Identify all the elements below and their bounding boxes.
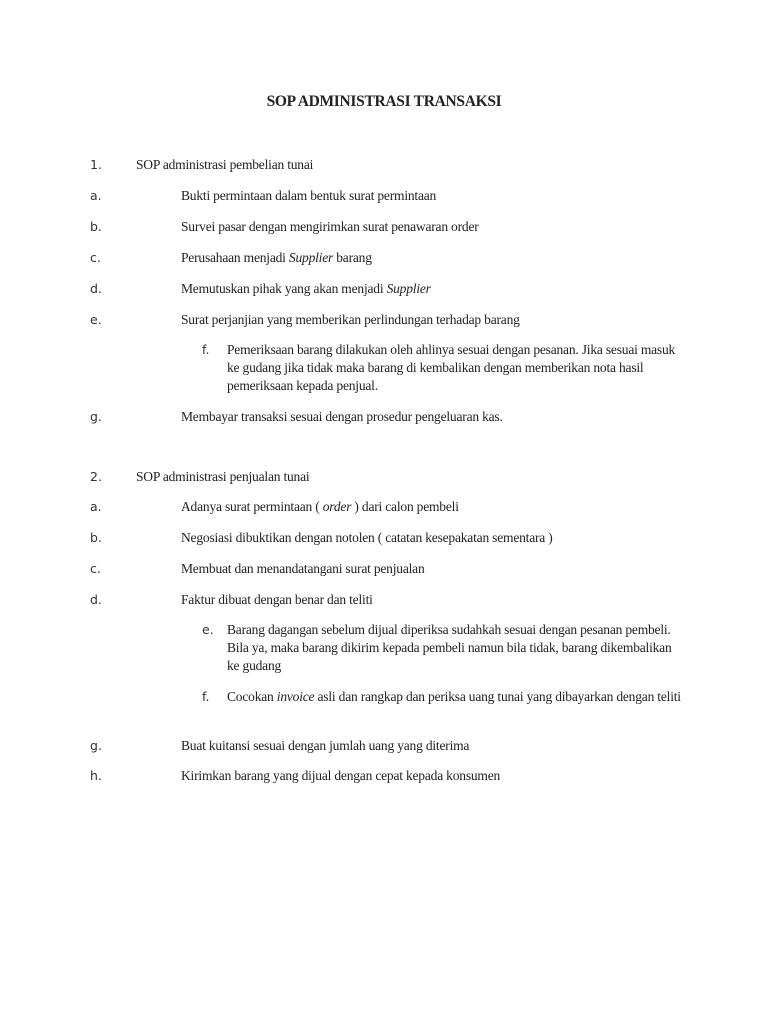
text-segment: Membuat dan menandatangani surat penjualan	[181, 561, 425, 576]
list-item-text	[181, 767, 701, 785]
list-marker: f.	[202, 342, 210, 357]
text-segment: Adanya surat permintaan (	[181, 499, 323, 514]
document-title: SOP ADMINISTRASI TRANSAKSI	[266, 93, 502, 110]
list-item-text	[227, 341, 682, 395]
text-segment: Kirimkan barang yang dijual dengan cepat kepada konsumen	[181, 768, 501, 783]
list-item-text	[136, 468, 696, 486]
list-marker: 2.	[90, 469, 102, 484]
list-item-text	[181, 187, 701, 205]
list-item-text	[181, 280, 701, 298]
list-marker: g.	[90, 409, 102, 424]
list-marker: a.	[90, 499, 102, 514]
list-marker: e.	[202, 622, 214, 637]
text-segment: Negosiasi dibuktikan dengan notolen ( catatan kesepakatan sementara )	[181, 530, 553, 545]
list-item-text	[136, 156, 696, 174]
list-item-text	[181, 737, 701, 755]
list-marker: e.	[90, 312, 102, 327]
text-segment: Bukti permintaan dalam bentuk surat permintaan	[181, 188, 437, 203]
text-segment: ) dari calon pembeli	[351, 499, 459, 514]
list-item-text	[181, 498, 701, 516]
text-segment: Pemeriksaan barang dilakukan oleh ahlinya sesuai dengan pesanan. Jika sesuai masuk ke gudang jika tidak maka barang di kembalikan dengan memberikan nota hasil pemeriksaan kepada penjual.	[227, 342, 676, 393]
italic-term: invoice	[276, 689, 315, 704]
list-item-text	[181, 311, 701, 329]
italic-term: Supplier	[386, 281, 431, 296]
text-segment: Barang dagangan sebelum dijual diperiksa sudahkah sesuai dengan pesanan pembeli. Bila ya, maka barang dikirim kepada pembeli namun bila tidak, barang dikembalikan ke gudang	[227, 622, 672, 673]
text-segment: SOP administrasi pembelian tunai	[136, 157, 314, 172]
list-item-text	[227, 688, 682, 706]
text-segment: Membayar transaksi sesuai dengan prosedur pengeluaran kas.	[181, 409, 503, 424]
text-segment: Cocokan	[227, 689, 277, 704]
italic-term: order	[322, 499, 352, 514]
list-marker: h.	[90, 768, 102, 783]
text-segment: Survei pasar dengan mengirimkan surat penawaran order	[181, 219, 479, 234]
list-marker: d.	[90, 281, 102, 296]
text-segment: Faktur dibuat dengan benar dan teliti	[181, 592, 373, 607]
list-item-text	[181, 560, 701, 578]
list-item-text	[181, 249, 701, 267]
list-marker: d.	[90, 592, 102, 607]
list-item-text	[181, 218, 701, 236]
list-marker: a.	[90, 188, 102, 203]
text-segment: barang	[333, 250, 372, 265]
list-item-text	[181, 408, 701, 426]
text-segment: SOP administrasi penjualan tunai	[136, 469, 310, 484]
list-marker: c.	[90, 250, 101, 265]
text-segment: Memutuskan pihak yang akan menjadi	[181, 281, 387, 296]
italic-term: Supplier	[288, 250, 334, 265]
text-segment: asli dan rangkap dan periksa uang tunai yang dibayarkan dengan teliti	[314, 689, 681, 704]
text-segment: Perusahaan menjadi	[181, 250, 289, 265]
list-marker: b.	[90, 219, 102, 234]
list-marker: 1.	[90, 157, 102, 172]
list-marker: g.	[90, 738, 102, 753]
text-segment: Buat kuitansi sesuai dengan jumlah uang yang diterima	[181, 738, 470, 753]
list-item-text	[181, 529, 701, 547]
text-segment: Surat perjanjian yang memberikan perlindungan terhadap barang	[181, 312, 520, 327]
list-marker: c.	[90, 561, 101, 576]
list-item-text	[181, 591, 701, 609]
list-marker: b.	[90, 530, 102, 545]
list-marker: f.	[202, 689, 210, 704]
list-item-text	[227, 621, 682, 675]
